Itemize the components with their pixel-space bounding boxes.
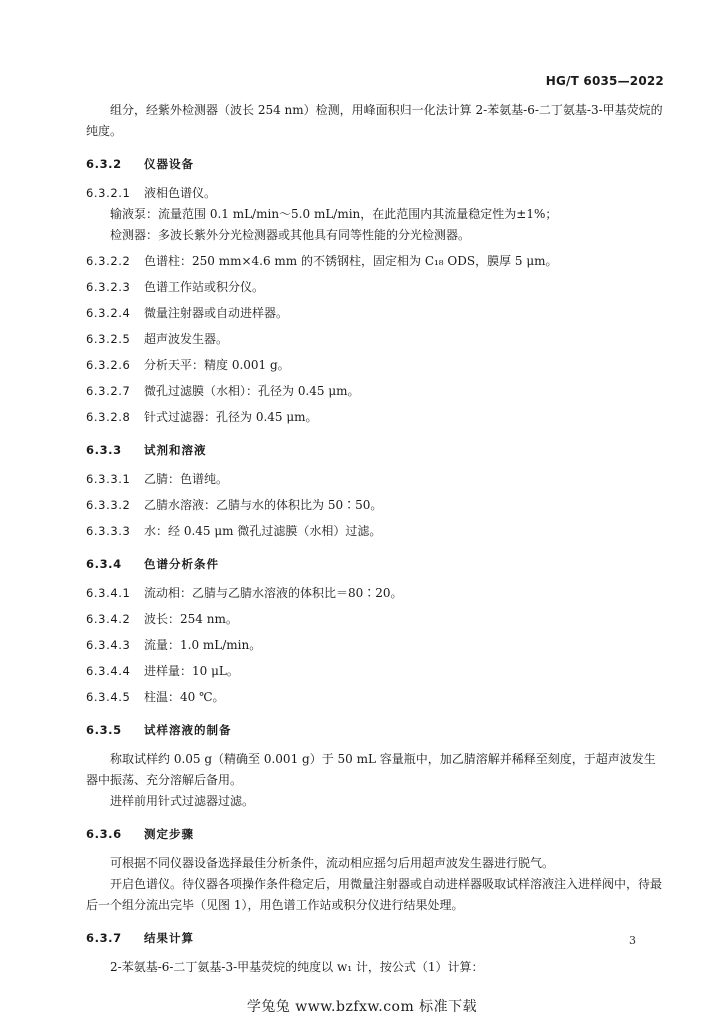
clause-number: 6.3.2.4 bbox=[86, 306, 131, 320]
page-content bbox=[86, 100, 666, 978]
clause-text: 色谱工作站或积分仪。 bbox=[144, 280, 265, 294]
clause-6-3-3-3 bbox=[86, 521, 666, 542]
standard-code: HG/T 6035—2022 bbox=[545, 74, 664, 88]
procedure-paragraph-1: 可根据不同仪器设备选择最佳分析条件，流动相应摇匀后用超声波发生器进行脱气。 bbox=[110, 856, 555, 870]
clause-6-3-2-2 bbox=[86, 251, 666, 272]
clause-text: 色谱柱：250 mm×4.6 mm 的不锈钢柱，固定相为 C₁₈ ODS，膜厚 5 μm。 bbox=[144, 254, 558, 268]
section-number: 6.3.6 bbox=[86, 827, 122, 841]
section-number: 6.3.4 bbox=[86, 557, 122, 571]
clause-6-3-4-2 bbox=[86, 609, 666, 630]
clause-number: 6.3.2.6 bbox=[86, 358, 131, 372]
section-6-3-6-heading bbox=[86, 824, 666, 845]
clause-6-3-2-3 bbox=[86, 277, 666, 298]
clause-text: 液相色谱仪。 bbox=[144, 186, 217, 200]
section-6-3-3-heading bbox=[86, 440, 666, 461]
section-6-3-5-heading bbox=[86, 720, 666, 741]
clause-6-3-3-2 bbox=[86, 495, 666, 516]
clause-6-3-2-7 bbox=[86, 381, 666, 402]
section-title: 试样溶液的制备 bbox=[144, 723, 232, 737]
footer-watermark: 学兔兔 www.bzfxw.com 标准下载 bbox=[246, 999, 478, 1015]
sample-prep-paragraph: 称取试样约 0.05 g（精确至 0.001 g）于 50 mL 容量瓶中，加乙腈溶解并稀释至刻度，于超声波发生器中振荡、充分溶解后备用。 bbox=[86, 752, 656, 787]
clause-6-3-2-1 bbox=[86, 183, 666, 204]
clause-text: 乙腈：色谱纯。 bbox=[144, 472, 229, 486]
section-number: 6.3.3 bbox=[86, 443, 122, 457]
clause-number: 6.3.4.5 bbox=[86, 690, 131, 704]
clause-6-3-4-1 bbox=[86, 583, 666, 604]
clause-text: 微孔过滤膜（水相）：孔径为 0.45 μm。 bbox=[144, 384, 360, 398]
clause-6-3-4-3 bbox=[86, 635, 666, 656]
clause-6-3-2-4 bbox=[86, 303, 666, 324]
detector-spec: 检测器：多波长紫外分光检测器或其他具有同等性能的分光检测器。 bbox=[110, 228, 471, 242]
clause-text: 流动相：乙腈与乙腈水溶液的体积比＝80∶20。 bbox=[144, 586, 403, 600]
clause-number: 6.3.4.4 bbox=[86, 664, 131, 678]
section-title: 仪器设备 bbox=[144, 157, 194, 171]
clause-number: 6.3.3.1 bbox=[86, 472, 131, 486]
intro-paragraph: 组分，经紫外检测器（波长 254 nm）检测，用峰面积归一化法计算 2-苯氨基-6-二丁氨基-3-甲基荧烷的纯度。 bbox=[86, 103, 663, 138]
filter-note-paragraph: 进样前用针式过滤器过滤。 bbox=[110, 794, 255, 808]
clause-number: 6.3.4.2 bbox=[86, 612, 131, 626]
clause-number: 6.3.4.1 bbox=[86, 586, 131, 600]
section-6-3-7-heading bbox=[86, 928, 666, 949]
section-6-3-4-heading bbox=[86, 554, 666, 575]
clause-text: 针式过滤器：孔径为 0.45 μm。 bbox=[144, 410, 318, 424]
procedure-paragraph-2: 开启色谱仪。待仪器各项操作条件稳定后，用微量注射器或自动进样器吸取试样溶液注入进样阀中，待最后一个组分流出完毕（见图 1），用色谱工作站或积分仪进行结果处理。 bbox=[86, 877, 663, 912]
clause-text: 超声波发生器。 bbox=[144, 332, 229, 346]
clause-6-3-2-5 bbox=[86, 329, 666, 350]
clause-number: 6.3.2.7 bbox=[86, 384, 131, 398]
section-6-3-2-heading bbox=[86, 154, 666, 175]
section-title: 试剂和溶液 bbox=[144, 443, 207, 457]
clause-text: 波长：254 nm。 bbox=[144, 612, 238, 626]
clause-number: 6.3.3.3 bbox=[86, 524, 131, 538]
clause-text: 水：经 0.45 μm 微孔过滤膜（水相）过滤。 bbox=[144, 524, 382, 538]
section-title: 测定步骤 bbox=[144, 827, 194, 841]
clause-number: 6.3.2.1 bbox=[86, 186, 131, 200]
clause-number: 6.3.2.2 bbox=[86, 254, 131, 268]
calc-paragraph: 2-苯氨基-6-二丁氨基-3-甲基荧烷的纯度以 w₁ 计，按公式（1）计算： bbox=[110, 960, 484, 974]
clause-number: 6.3.2.8 bbox=[86, 410, 131, 424]
clause-6-3-2-8 bbox=[86, 407, 666, 428]
clause-text: 微量注射器或自动进样器。 bbox=[144, 306, 289, 320]
clause-number: 6.3.2.5 bbox=[86, 332, 131, 346]
clause-6-3-4-4 bbox=[86, 661, 666, 682]
section-title: 结果计算 bbox=[144, 931, 194, 945]
clause-number: 6.3.4.3 bbox=[86, 638, 131, 652]
clause-6-3-3-1 bbox=[86, 469, 666, 490]
clause-text: 流量：1.0 mL/min。 bbox=[144, 638, 262, 652]
clause-text: 分析天平：精度 0.001 g。 bbox=[144, 358, 290, 372]
pump-spec: 输液泵：流量范围 0.1 mL/min～5.0 mL/min，在此范围内其流量稳定性为±1%； bbox=[110, 207, 558, 221]
section-number: 6.3.5 bbox=[86, 723, 122, 737]
clause-text: 乙腈水溶液：乙腈与水的体积比为 50∶50。 bbox=[144, 498, 383, 512]
page-number: 3 bbox=[629, 934, 636, 947]
clause-text: 进样量：10 μL。 bbox=[144, 664, 239, 678]
clause-6-3-2-6 bbox=[86, 355, 666, 376]
section-number: 6.3.7 bbox=[86, 931, 122, 945]
section-number: 6.3.2 bbox=[86, 157, 122, 171]
clause-text: 柱温：40 ℃。 bbox=[144, 690, 225, 704]
clause-number: 6.3.2.3 bbox=[86, 280, 131, 294]
clause-number: 6.3.3.2 bbox=[86, 498, 131, 512]
clause-6-3-4-5 bbox=[86, 687, 666, 708]
section-title: 色谱分析条件 bbox=[144, 557, 219, 571]
